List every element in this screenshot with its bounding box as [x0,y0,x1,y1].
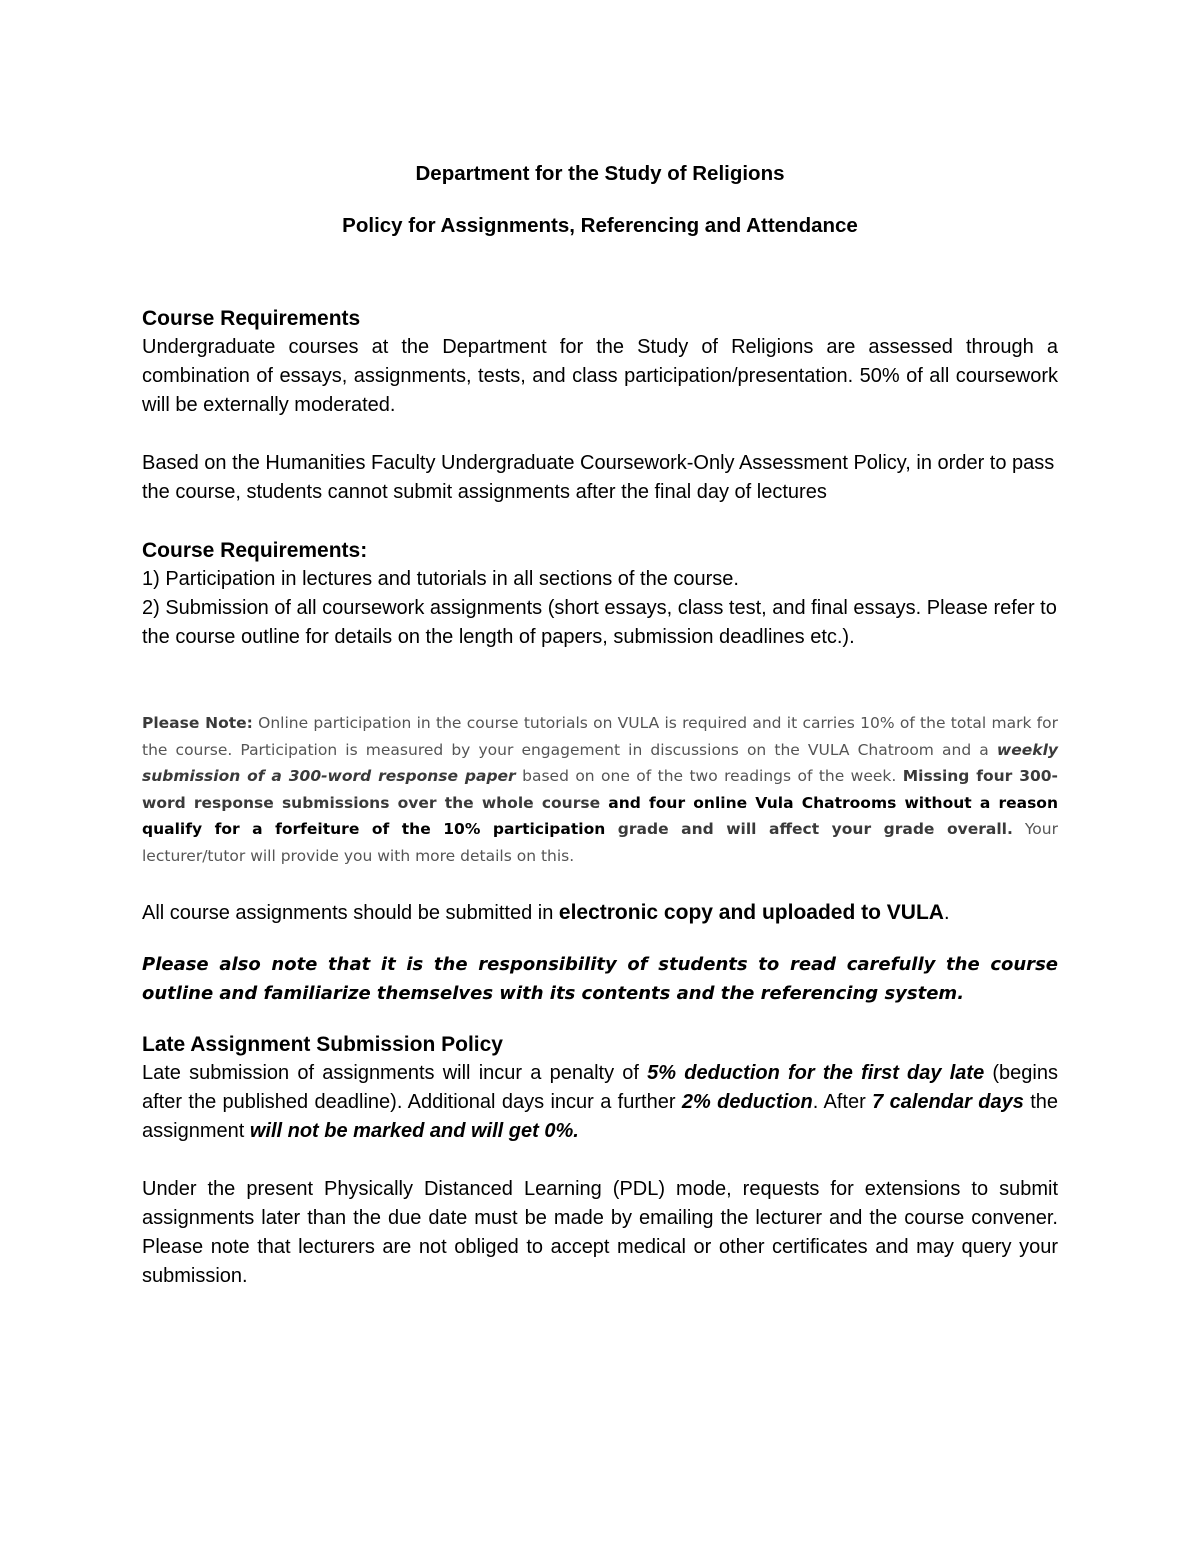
responsibility-text: Please also note that it is the responsibility of students to read carefully the course outline and familiarize themselves with its contents and the referencing system [142,954,1058,1004]
course-requirements-heading: Course Requirements [142,307,361,330]
late-submission-paragraph: Late submission of assignments will incur a penalty of 5% deduction for the first day late (begins after the published deadline). Additional days incur a further 2% deduction. After 7 calendar days the assignment will not be marked and will get 0%. [142,1062,1059,1142]
document-body [142,160,1058,1291]
requirement-item-1: 1) Participation in lectures and tutorials in all sections of the course. [142,568,739,590]
assessment-policy-paragraph: Based on the Humanities Faculty Undergraduate Coursework-Only Assessment Policy, in order to pass the course, students cannot submit assignments after the final day of lectures [142,452,1055,503]
extension-policy-paragraph: Under the present Physically Distanced Learning (PDL) mode, requests for extensions to submit assignments later than the due date must be made by emailing the lecturer and the course convener. Please note that lecturers are not obliged to accept medical or other certificates and may query your submission. [142,1178,1058,1287]
note-grade-overall: grade and will affect your grade overall. [605,820,1013,838]
department-title: Department for the Study of Religions [415,162,785,185]
late-penalty-additional: 2% deduction [681,1091,813,1113]
submission-text: All course assignments should be submitted in [142,902,559,924]
note-missing-submissions: Missing four 300-word response submissions over the whole course [142,767,1058,812]
late-zero-mark: will not be marked and will get 0%. [249,1120,579,1142]
submission-electronic-copy: electronic copy and uploaded to VULA [558,901,944,924]
responsibility-paragraph: Please also note that it is the responsibility of students to read carefully the course outline and familiarize themselves with its contents and the referencing system. [142,954,1058,1004]
policy-title: Policy for Assignments, Referencing and Attendance [342,214,858,237]
note-text-3: Your lecturer/tutor will provide you with more details on this. [142,820,1058,865]
submission-paragraph: All course assignments should be submitted in electronic copy and uploaded to VULA. [142,901,950,924]
please-note-paragraph [142,710,1058,869]
late-calendar-days: 7 calendar days [872,1091,1024,1113]
requirement-item-2: 2) Submission of all coursework assignments (short essays, class test, and final essays. Please refer to the course outline for details on the length of papers, submission deadlines etc.). [142,597,1057,648]
please-note-label: Please Note: [142,714,253,732]
late-penalty-first-day: 5% deduction for the first day late [647,1062,985,1084]
note-forfeiture: and four online Vula Chatrooms without a reason qualify for a forfeiture of the 10% participation [142,793,1058,838]
late-submission-heading: Late Assignment Submission Policy [142,1033,503,1056]
course-requirements-list-heading: Course Requirements: [142,539,368,562]
note-text-1: Online participation in the course tutorials on VULA is required and it carries 10% of the total mark for the course. Participation is measured by your engagement in discussions on the VULA Chatroom and a [142,714,1058,759]
note-text-2: based on one of the two readings of the week. [515,767,903,785]
course-requirements-paragraph: Undergraduate courses at the Department for the Study of Religions are assessed through a combination of essays, assignments, tests, and class participation/presentation. 50% of all coursework will be externally moderated. [142,336,1058,416]
note-weekly-submission: weekly submission of a 300-word response paper [142,740,1058,785]
